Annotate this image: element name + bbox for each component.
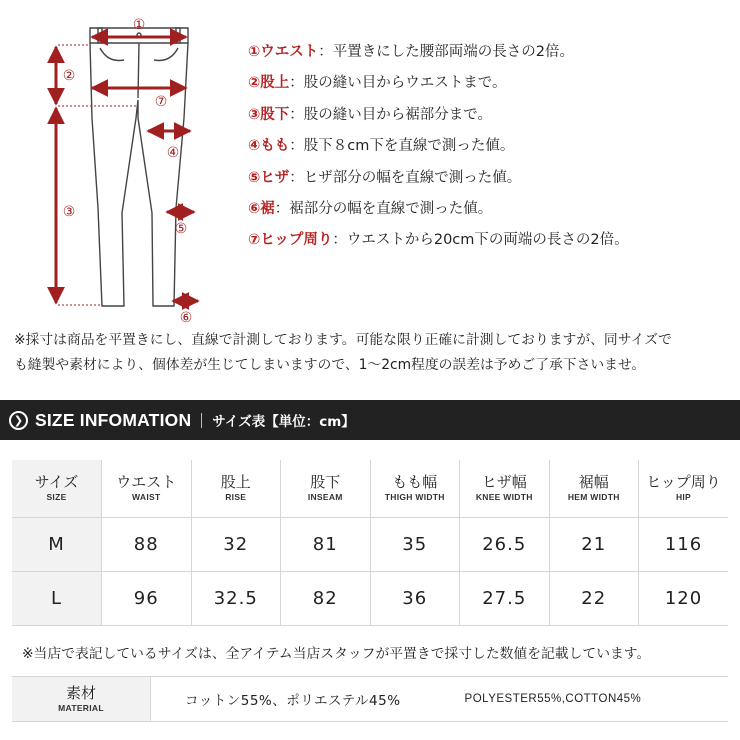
header-jp: サイズ — [34, 473, 79, 492]
size-cell: L — [12, 571, 102, 625]
definition-text: ：平置きにした腰部両端の長さの2倍。 — [318, 44, 575, 60]
definition-text: ：股の縫い目からウエストまで。 — [289, 75, 507, 92]
label-4: ④ — [166, 145, 180, 161]
note-line: ※採寸は商品を平置きにし、直線で計測しております。可能な限り正確に計測しておりますが、同サイズで — [14, 332, 672, 348]
header-jp: もも幅 — [392, 473, 438, 492]
table-cell: 81 — [281, 517, 371, 571]
definition-text: ：股下８cm下を直線で測った値。 — [289, 138, 515, 155]
label-1: ① — [132, 17, 146, 33]
definition-rise — [248, 73, 728, 104]
header-jp: 裾幅 — [578, 473, 609, 492]
divider — [201, 413, 202, 428]
size-table — [12, 460, 728, 626]
material-label-jp: 素材 — [65, 684, 96, 702]
size-cell: M — [12, 517, 102, 571]
section-title: SIZE INFOMATION — [35, 409, 192, 430]
label-2: ② — [62, 68, 76, 84]
label-3: ③ — [62, 204, 76, 220]
table-row — [12, 517, 728, 571]
header-en: THIGH WIDTH — [384, 492, 445, 503]
definition-term: ⑦ヒップ周り — [248, 232, 333, 249]
header-cell-hem — [549, 460, 639, 517]
material-value-en: POLYESTER55%,COTTON45% — [464, 693, 642, 705]
material-value-jp: コットン55%、ポリエステル45% — [185, 693, 401, 709]
table-cell: 26.5 — [460, 517, 550, 571]
header-cell-waist — [102, 460, 192, 517]
definition-term: ⑥裾 — [248, 200, 275, 217]
table-cell: 82 — [281, 571, 371, 625]
header-cell-inseam — [281, 460, 371, 517]
measurement-definitions — [248, 42, 728, 262]
table-cell: 32.5 — [191, 571, 281, 625]
table-cell: 120 — [639, 571, 729, 625]
section-subtitle: サイズ表【単位：cm】 — [212, 414, 355, 430]
definition-text: ：裾部分の幅を直線で測った値。 — [274, 200, 493, 217]
measurement-note — [14, 328, 730, 378]
header-cell-thigh — [370, 460, 460, 517]
definition-term: ①ウエスト — [248, 44, 319, 60]
note-line: も縫製や素材により、個体差が生じてしまいますので、1〜2cm程度の誤差は予めご了承下さいませ。 — [14, 357, 646, 373]
size-info-header — [0, 400, 740, 440]
definition-knee — [248, 168, 728, 199]
label-6: ⑥ — [179, 310, 193, 323]
chevron-right-icon: ❯ — [9, 411, 28, 430]
table-cell: 35 — [370, 517, 460, 571]
header-cell-knee — [460, 460, 550, 517]
header-cell-rise — [191, 460, 281, 517]
definition-hem — [248, 199, 728, 230]
header-en: INSEAM — [307, 492, 343, 503]
table-cell: 36 — [370, 571, 460, 625]
table-cell: 32 — [191, 517, 281, 571]
header-jp: 股上 — [220, 473, 251, 492]
header-en: HIP — [675, 492, 692, 503]
definition-term: ⑤ヒザ — [248, 169, 290, 186]
header-en: WAIST — [132, 492, 161, 503]
header-jp: ウエスト — [116, 473, 177, 492]
table-header-row — [12, 460, 728, 517]
table-cell: 96 — [102, 571, 192, 625]
diagram-labels — [63, 17, 193, 323]
table-cell: 116 — [639, 517, 729, 571]
measurement-diagram — [40, 8, 230, 323]
definition-text: ：ウエストから20cm下の両端の長さの2倍。 — [332, 232, 629, 249]
header-en: SIZE — [46, 492, 67, 503]
definition-thigh — [248, 136, 728, 167]
header-cell-hip — [639, 460, 729, 517]
definition-text: ：股の縫い目から裾部分まで。 — [289, 106, 492, 123]
header-en: HEM WIDTH — [567, 492, 620, 503]
header-en: KNEE WIDTH — [475, 492, 533, 503]
header-cell-size — [12, 460, 102, 517]
material-label — [12, 677, 151, 721]
table-cell: 27.5 — [460, 571, 550, 625]
definition-inseam — [248, 105, 728, 136]
header-jp: ヒップ周り — [646, 473, 721, 492]
label-7: ⑦ — [154, 94, 168, 110]
header-jp: ヒザ幅 — [481, 473, 527, 492]
measure-arrows — [56, 37, 198, 303]
table-cell: 22 — [549, 571, 639, 625]
definition-waist — [248, 42, 728, 73]
header-jp: 股下 — [310, 473, 341, 492]
definition-text: ：ヒザ部分の幅を直線で測った値。 — [289, 169, 522, 186]
definition-term: ③股下 — [248, 106, 290, 123]
definition-hip — [248, 230, 728, 261]
table-cell: 21 — [549, 517, 639, 571]
table-cell: 88 — [102, 517, 192, 571]
material-row — [12, 676, 728, 722]
definition-term: ④もも — [248, 138, 290, 155]
dotted-guides — [58, 45, 138, 305]
material-label-en: MATERIAL — [58, 703, 104, 713]
size-note: ※当店で表記しているサイズは、全アイテム当店スタッフが平置きで採寸した数値を記載しています。 — [22, 646, 651, 662]
header-en: RISE — [225, 492, 247, 503]
label-5: ⑤ — [174, 221, 188, 237]
table-row — [12, 571, 728, 625]
definition-term: ②股上 — [248, 75, 290, 92]
jeans-outline — [90, 28, 188, 306]
